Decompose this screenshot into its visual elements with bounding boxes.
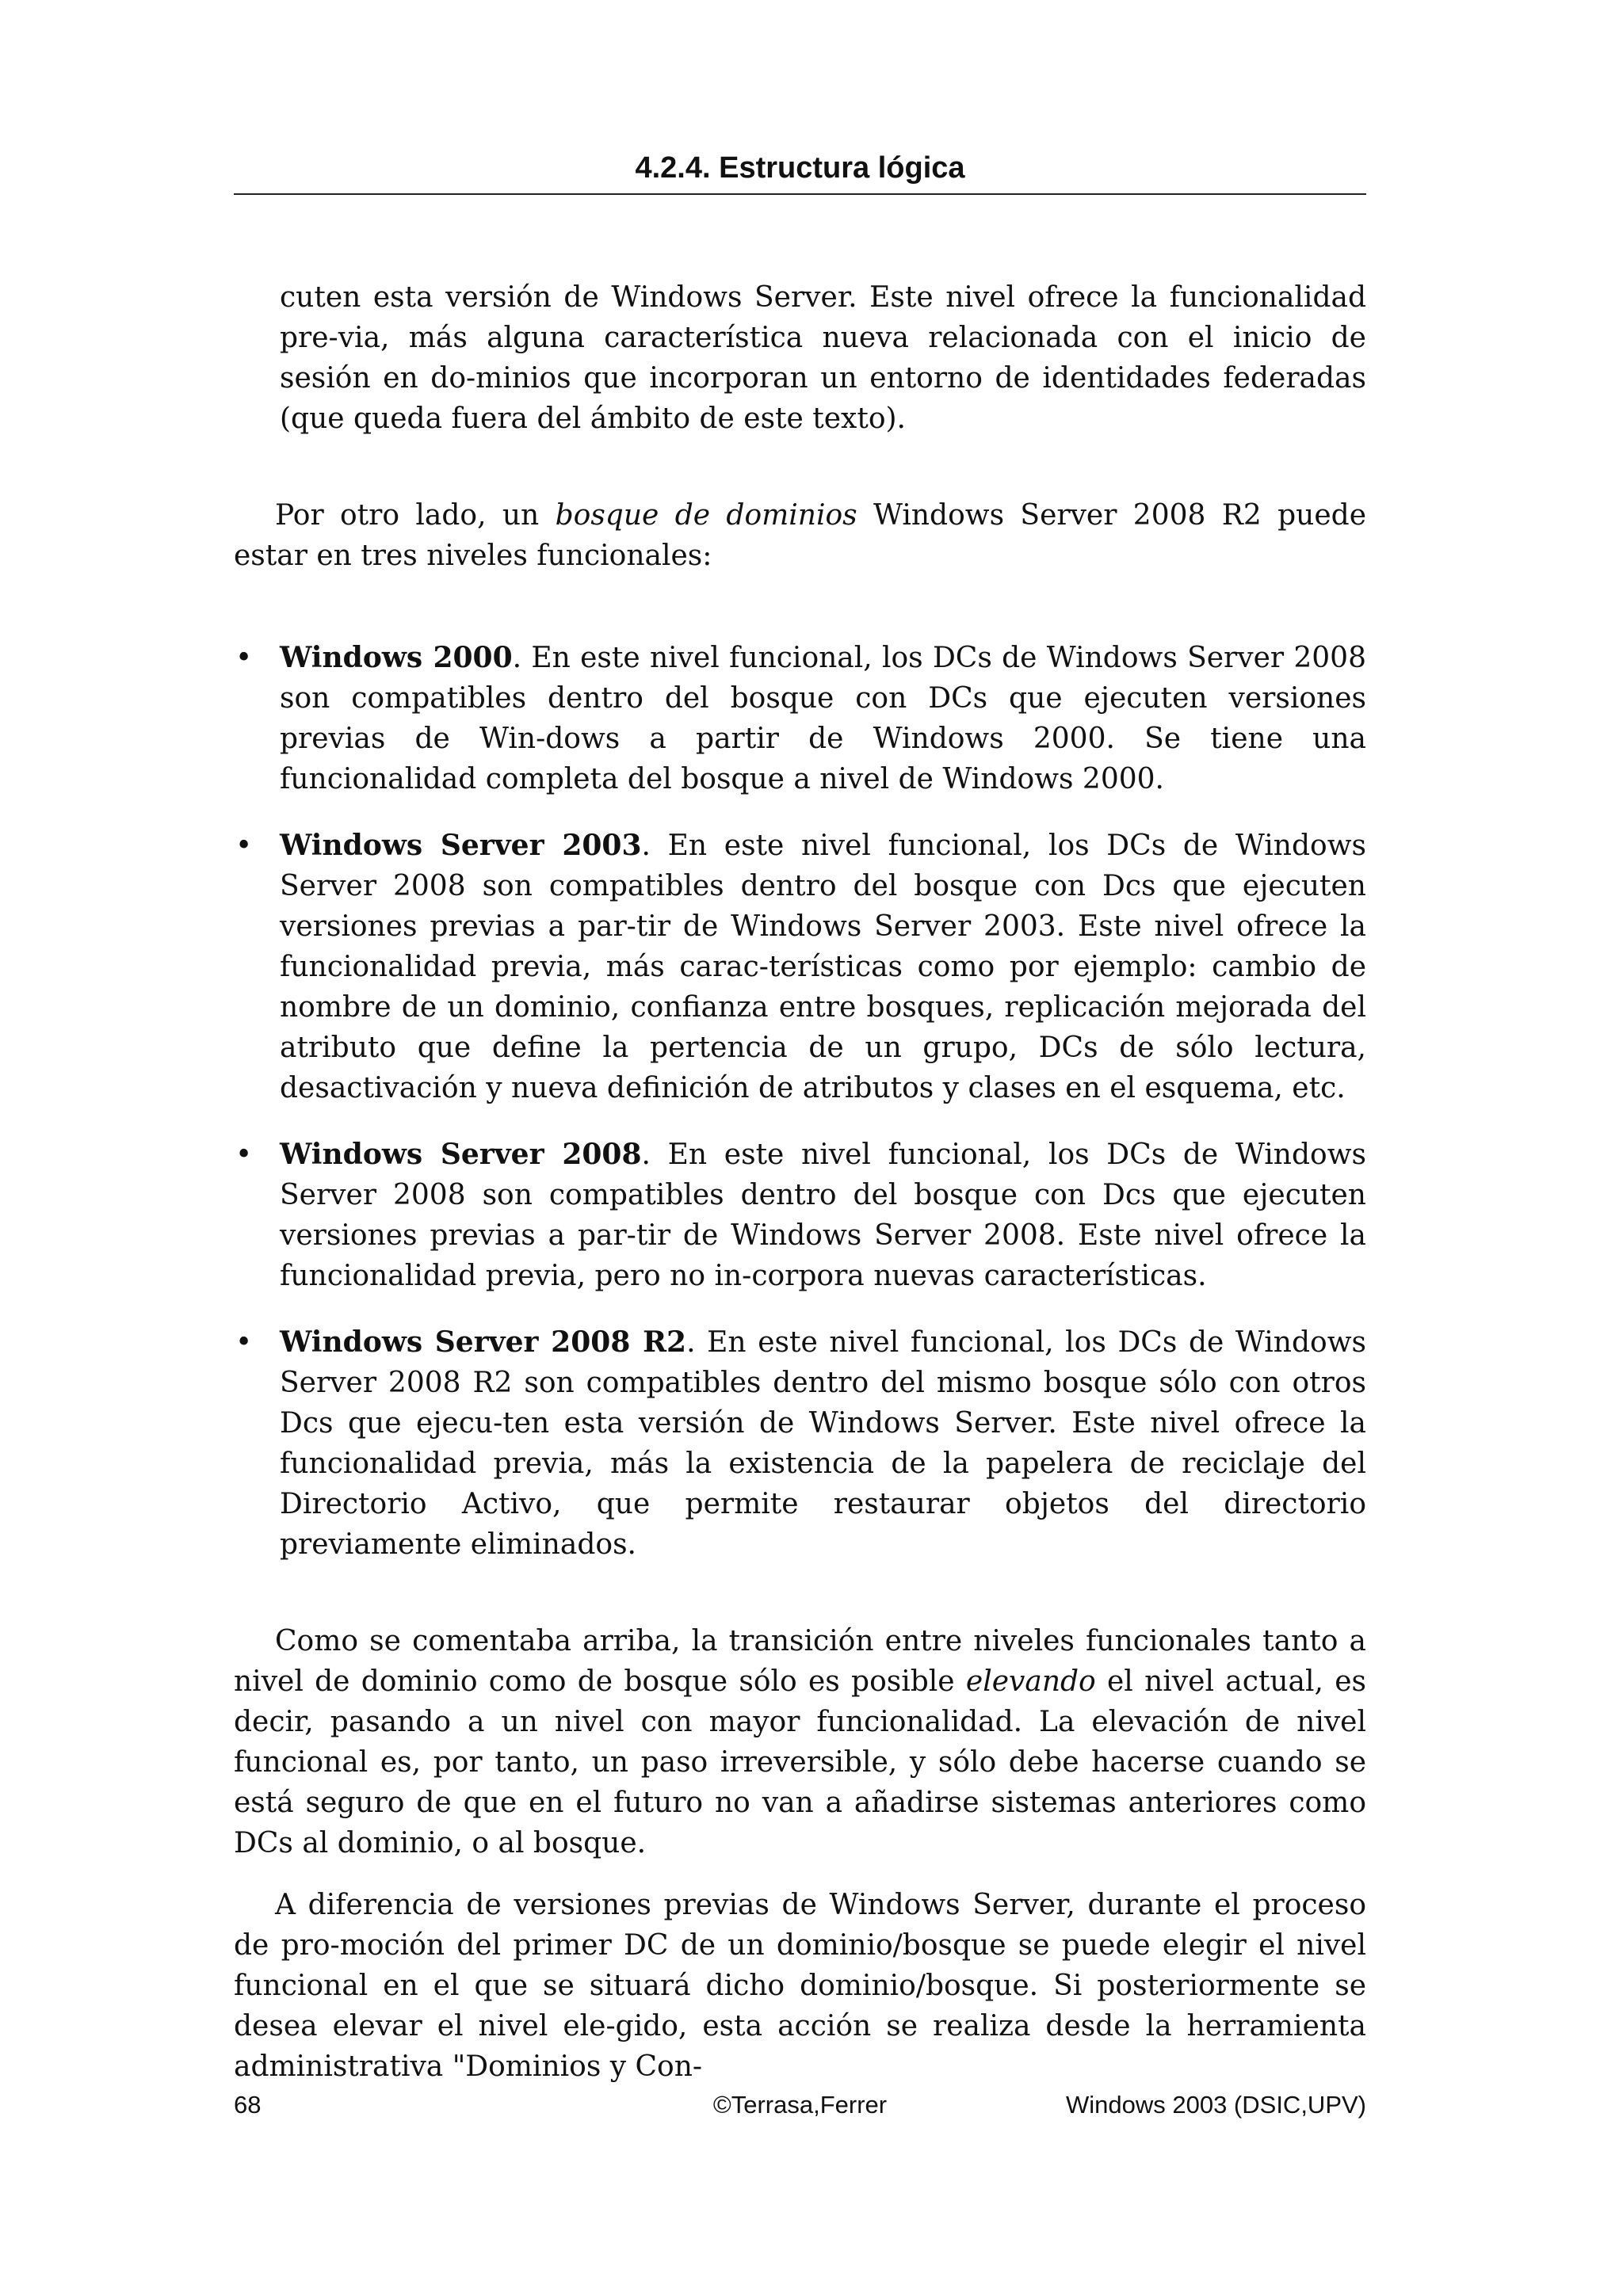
level-description: . En este nivel funcional, los DCs de Windows Server 2008 R2 son compatibles dentro del mismo bosque sólo con otros Dcs que ejecu-ten esta versión de Windows Server. Este nivel ofrece la funcionalidad previa, más la existencia de la papelera de reciclaje del Directorio Activo, que permite restaurar objetos del directorio previamente eliminados. — [280, 1326, 1366, 1561]
level-name: Windows Server 2008 R2 — [280, 1325, 687, 1359]
list-item-windows-2000 — [234, 638, 1366, 799]
footer-copyright: ©Terrasa,Ferrer — [712, 2091, 888, 2119]
footer-book-title: Windows 2003 (DSIC,UPV) — [1065, 2091, 1366, 2119]
transition-text-end: el nivel actual, es decir, pasando a un nivel con mayor funcionalidad. La elevación de nivel funcional es, por tanto, un paso irreversible, y sólo debe hacerse cuando se está seguro de que en el futuro no van a añadirse sistemas anteriores como DCs al dominio, o al bosque. — [234, 1665, 1366, 1859]
functional-levels-list — [234, 638, 1366, 1565]
bullet: • — [235, 1326, 253, 1359]
intro-text-end: Windows Server 2008 R2 puede estar en tres niveles funcionales: — [234, 499, 1367, 572]
transition-text-start: Como se comentaba arriba, la transición entre niveles funcionales tanto a nivel de dominio como de bosque sólo es posible — [234, 1625, 1366, 1698]
level-description: . En este nivel funcional, los DCs de Windows Server 2008 son compatibles dentro del bosque con DCs que ejecuten versiones previas de Win-dows a partir de Windows 2000. Se tiene una funcionalidad completa del bosque a nivel de Windows 2000. — [280, 642, 1366, 795]
level-name: Windows Server 2003 — [280, 829, 642, 862]
level-description: . En este nivel funcional, los DCs de Windows Server 2008 son compatibles dentro del bosque con Dcs que ejecuten versiones previas a par-tir de Windows Server 2003. Este nivel ofrece la funcionalidad previa, más carac-terísticas como por ejemplo: cambio de nombre de un dominio, confianza entre bosques, replicación mejorada del atributo que define la pertencia de un grupo, DCs de sólo lectura, desactivación y nueva definición de atributos y clases en el esquema, etc. — [280, 830, 1366, 1104]
level-name: Windows 2000 — [280, 641, 513, 674]
page-body — [234, 277, 1366, 2087]
level-name: Windows Server 2008 — [280, 1138, 642, 1171]
spacer — [234, 1863, 1366, 1885]
bullet: • — [235, 642, 253, 674]
intro-emphasis: bosque de dominios — [555, 499, 857, 532]
level-description: . En este nivel funcional, los DCs de Windows Server 2008 son compatibles dentro del bosque con Dcs que ejecuten versiones previas a par-tir de Windows Server 2008. Este nivel ofrece la funcionalidad previa, pero no in-corpora nuevas características. — [280, 1138, 1366, 1292]
bullet: • — [235, 1138, 253, 1171]
running-header-title: 4.2.4. Estructura lógica — [635, 151, 965, 185]
list-item-windows-server-2008-r2 — [234, 1322, 1366, 1565]
list-item-windows-server-2003 — [234, 826, 1366, 1108]
transition-emphasis: elevando — [965, 1665, 1096, 1698]
page-number: 68 — [234, 2091, 262, 2119]
forest-levels-intro — [234, 495, 1366, 576]
running-footer — [234, 2085, 1366, 2125]
continued-list-item-text: cuten esta versión de Windows Server. Este nivel ofrece la funcionalidad pre-via, más alguna característica nueva relacionada con el inicio de sesión en do-minios que incorporan un entorno de identidades federadas (que queda fuera del ámbito de este texto). — [280, 281, 1366, 435]
header-rule — [234, 193, 1366, 195]
spacer — [234, 1565, 1366, 1621]
spacer — [234, 576, 1366, 638]
promotion-paragraph: A diferencia de versiones previas de Windows Server, durante el proceso de pro-moción del primer DC de un dominio/bosque se puede elegir el nivel funcional en el que se situará dicho dominio/bosque. Si posteriormente se desea elevar el nivel ele-gido, esta acción se realiza desde la herramienta administrativa "Dominios y Con- — [234, 1889, 1366, 2083]
spacer — [234, 439, 1366, 495]
transition-paragraph — [234, 1621, 1366, 1863]
intro-text-start: Por otro lado, un — [275, 499, 556, 532]
list-item-windows-server-2008 — [234, 1135, 1366, 1296]
bullet: • — [235, 830, 253, 862]
